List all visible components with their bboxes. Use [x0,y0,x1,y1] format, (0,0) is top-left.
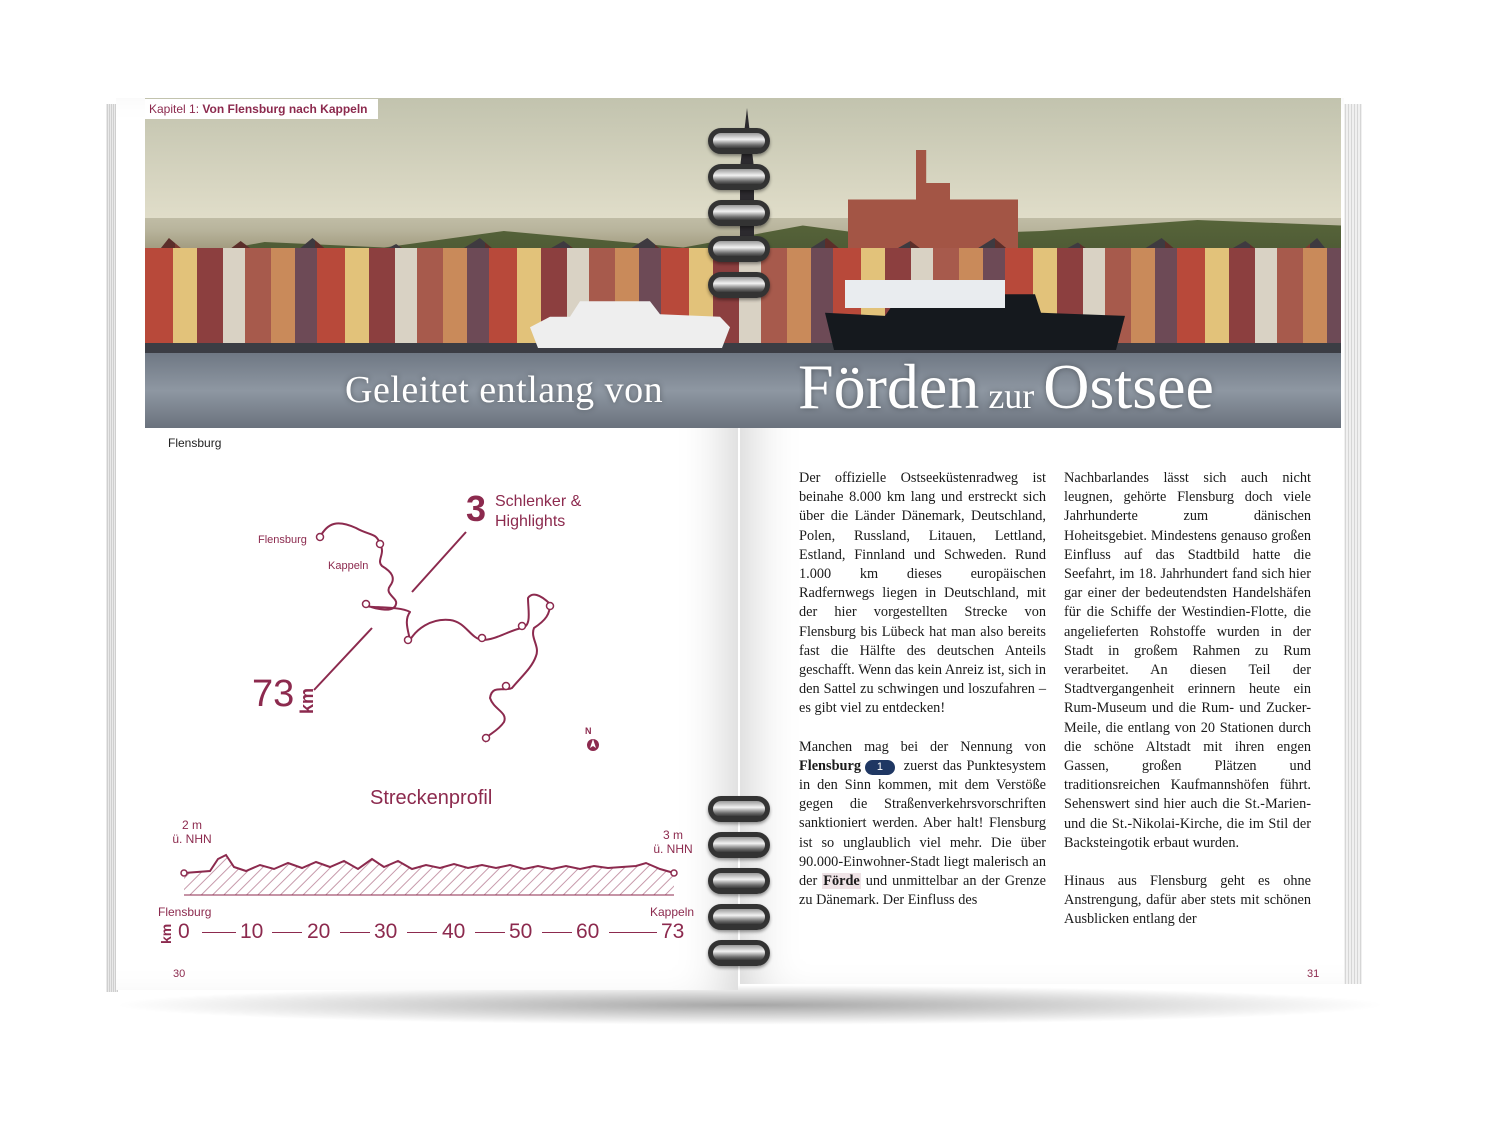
text-column-1 [799,469,1046,929]
profile-title: Streckenprofil [370,787,493,809]
route-stop [363,601,370,608]
spread-title-right [798,350,1214,424]
axis-dash [475,932,505,933]
axis-dash [609,932,657,933]
elevation-area [184,855,674,895]
route-length-unit: km [297,687,317,714]
photo-houses [145,248,1341,358]
axis-tick: 10 [240,920,264,943]
text-column-2 [1064,469,1311,949]
page-number-right: 31 [1307,968,1320,980]
title-word-foerden: Förden [798,351,980,422]
profile-end-point [671,870,677,876]
photo-caption: Flensburg [168,436,222,450]
stop-flensburg [317,534,324,541]
axis-unit: km [158,923,174,944]
poi-badge: 1 [865,760,895,775]
paragraph: Hinaus aus Flensburg geht es ohne Anstrengung, dafür aber stets mit schönen Ausblicken entlang der [1064,873,1311,928]
end-elevation-unit: ü. NHN [653,842,693,856]
chapter-header [145,99,378,119]
axis-dash [272,932,302,933]
route-stop [519,623,526,630]
route-length-value: 73 [252,673,295,715]
spiral-ring [708,868,770,894]
axis-tick: 30 [374,920,398,943]
highlights-pointer-line [412,532,466,592]
route-stop [483,735,490,742]
map-label-kappeln: Kappeln [328,560,369,572]
axis-tick: 40 [442,920,466,943]
axis-dash [407,932,437,933]
route-stop [405,637,412,644]
stop-kappeln [377,541,384,548]
spiral-ring [708,236,770,262]
profile-distance-axis [158,918,688,948]
spiral-ring [708,200,770,226]
book-shadow [110,985,1390,1025]
profile-end-label: Kappeln [650,905,695,919]
axis-tick: 73 [661,920,685,943]
paragraph: Der offizielle Ostseeküstenradweg ist beinahe 8.000 km lang und erstreckt sich über die Länder Dänemark, Deutschland, Polen, Russland, Litauen, Lettland, Estland, Finnland und Schweden. Rund 1.000 km dieses europäischen Radfernwegs liegen in Deutschland, mit der hier vorgestellten Strecke von Flensburg bis Lübeck hat man also bereits fast die Hälfte des deutschen Anteils geschafft. Wenn das kein Anreiz ist, sich in den Sattel zu schwingen und loszufahren – es gibt viel zu entdecken! [799,470,1046,717]
spiral-ring [708,272,770,298]
profile-start-point [181,870,187,876]
spiral-ring [708,904,770,930]
spiral-ring [708,164,770,190]
axis-tick: 20 [307,920,331,943]
route-stop [479,635,486,642]
paragraph [799,738,1046,911]
route-stop [503,683,510,690]
axis-dash [202,932,236,933]
axis-dash [542,932,572,933]
spiral-ring [708,832,770,858]
chapter-prefix: Kapitel 1: [149,102,203,116]
text-run: und unmittelbar an der Grenze zu Dänemark. Der Einfluss des [799,873,1046,909]
page-edges-right [1342,104,1362,984]
route-line [320,523,550,742]
elevation-profile-chart [170,835,690,905]
end-elevation-value: 3 m [662,828,683,842]
glossary-term-foerde: Förde [823,873,860,890]
north-label: N [585,726,592,736]
text-run: Manchen mag bei der Nennung von [799,738,1046,755]
axis-tick: 60 [576,920,600,943]
north-arrow-icon [587,739,599,751]
spiral-ring [708,940,770,966]
route-stop [547,603,554,610]
spiral-ring [708,128,770,154]
axis-tick: 50 [509,920,533,943]
spiral-ring [708,796,770,822]
title-word-ostsee: Ostsee [1043,351,1214,422]
place-name-flensburg: Flensburg [799,757,861,774]
map-label-flensburg: Flensburg [258,534,307,546]
highlights-label: Schlenker & Highlights [495,493,582,530]
chapter-title: Von Flensburg nach Kappeln [202,102,368,116]
spread-title-left: Geleitet entlang von [345,369,664,411]
start-elevation-value: 2 m [181,818,202,832]
length-pointer-line [314,628,372,690]
title-word-zur: zur [979,376,1044,416]
start-elevation-unit: ü. NHN [172,832,212,846]
axis-dash [340,932,370,933]
axis-tick: 0 [178,920,190,943]
profile-start-label: Flensburg [158,905,212,919]
page-number-left: 30 [173,968,186,980]
text-run: zuerst das Punktesystem in den Sinn kommen, mit dem Verstöße gegen die Straßenverkehrsvorschriften sanktioniert werden. Aber halt! Flensburg ist so unglaublich viel mehr. Die über 90.000-Einwohner-Stadt liegt malerisch an der [799,757,1046,890]
paragraph: Nachbarlandes lässt sich auch nicht leugnen, gehörte Flensburg doch viele Jahrhunderte zum dänischen Hoheitsgebiet. Mindestens genauso großen Einfluss auf das Stadtbild hatte die Seefahrt, im 18. Jahrhundert fand sich hier gar einer der bedeutendsten Handelshäfen für die Schiffe der Westindien-Flotte, die angelieferten Rohstoffe wurden in der Stadt in großem Rahmen zu Rum verarbeitet. An diesen Teil der Stadtvergangenheit erinnern heute ein Rum-Museum und die Rum- und Zucker-Meile, die entlang von 20 Stationen durch die schöne Altstadt mit ihren engen Gassen, großen Plätzen und traditionsreichen Kaufmannshöfen führt. Sehenswert sind hier auch die St.-Marien- und die St.-Nikolai-Kirche, die im Stil der Backsteingotik erbaut wurden. [1064,470,1311,851]
photo-ship-deck [845,280,1005,308]
highlights-count: 3 [466,488,487,529]
